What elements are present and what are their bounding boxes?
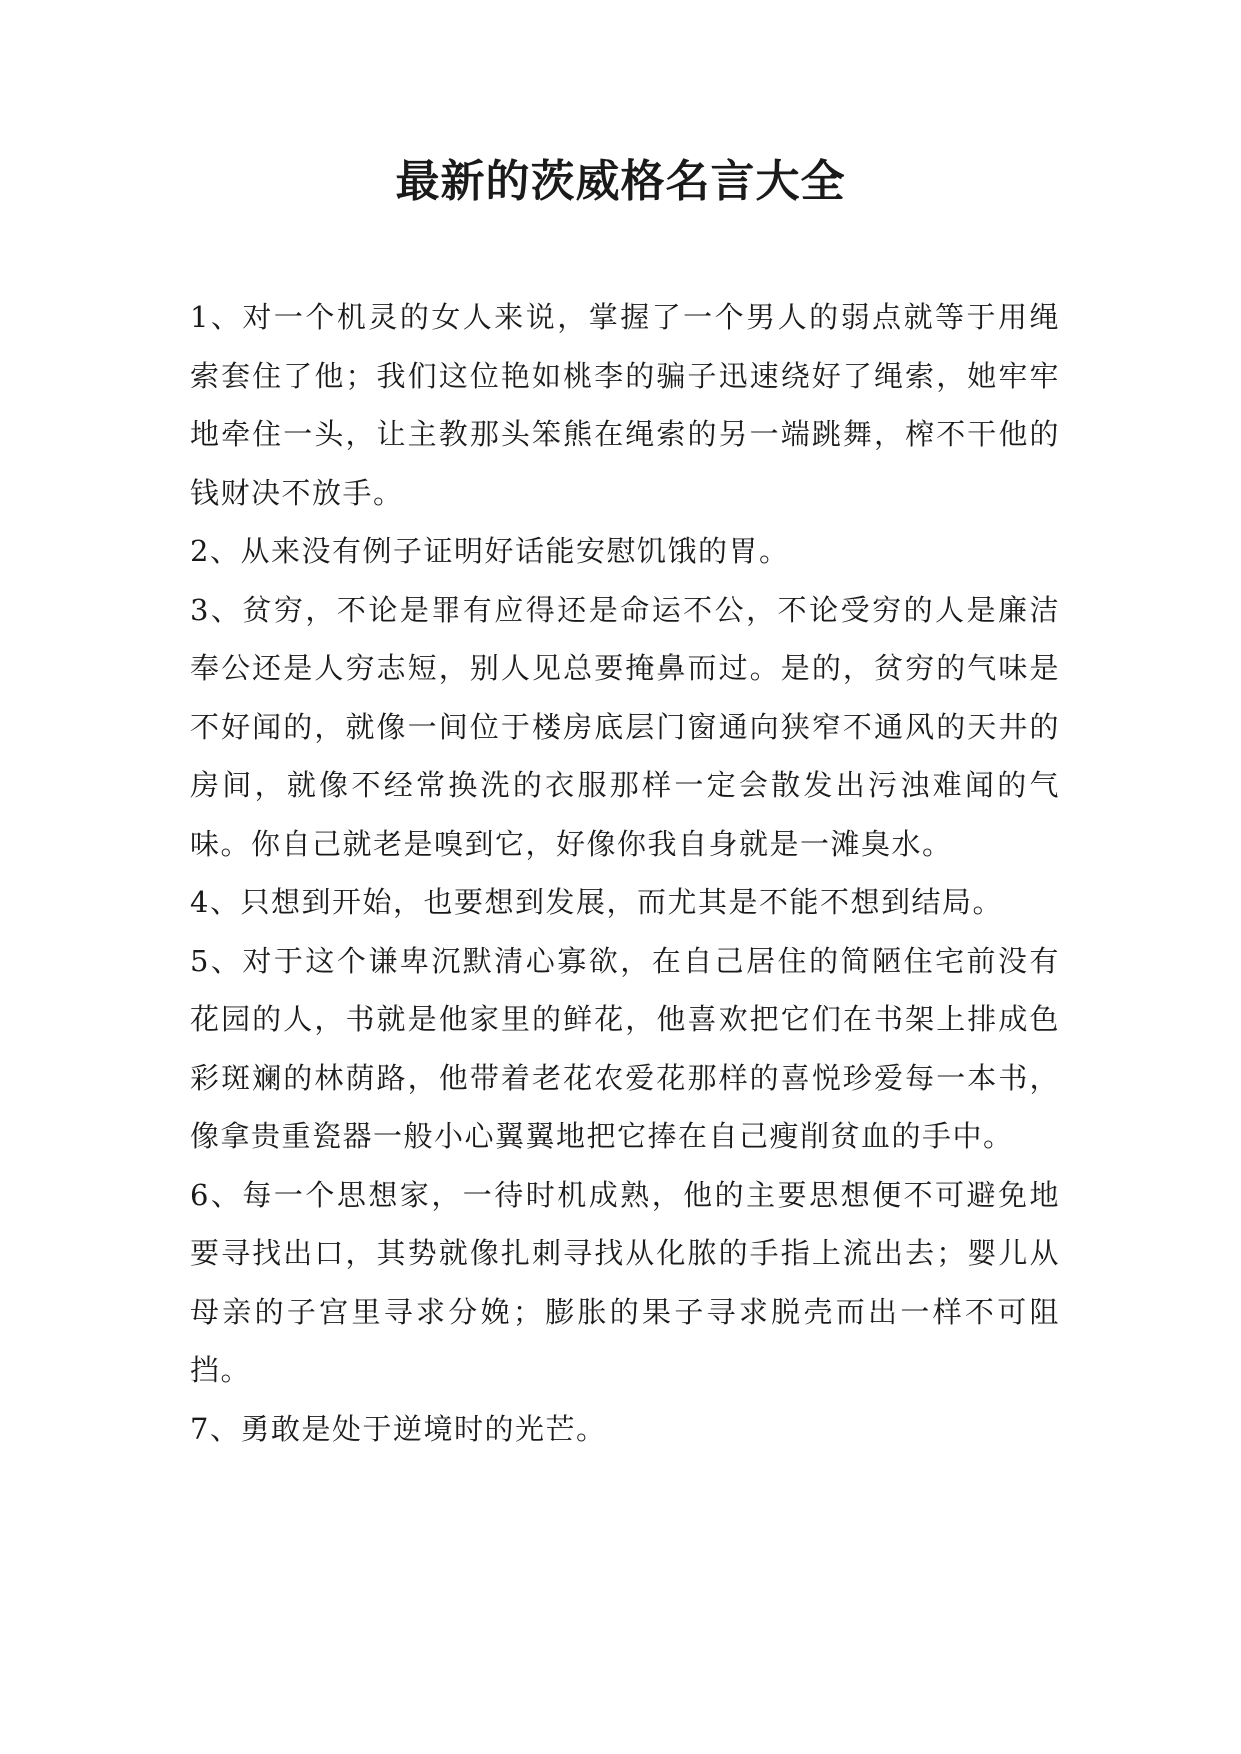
quote-item-5: 5、对于这个谦卑沉默清心寡欲，在自己居住的简陋住宅前没有花园的人，书就是他家里的鲜花，他喜欢把它们在书架上排成色彩斑斓的林荫路，他带着老花农爱花那样的喜悦珍爱每一本书，像拿贵重瓷器一般小心翼翼地把它捧在自己瘦削贫血的手中。 bbox=[190, 943, 1060, 1153]
quote-item-4: 4、只想到开始，也要想到发展，而尤其是不能不想到结局。 bbox=[190, 885, 1003, 919]
quote-item-6: 6、每一个思想家，一待时机成熟，他的主要思想便不可避免地要寻找出口，其势就像扎刺寻找从化脓的手指上流出去；婴儿从母亲的子宫里寻求分娩；膨胀的果子寻求脱壳而出一样不可阻挡。 bbox=[190, 1177, 1060, 1387]
quote-item-1: 1、对一个机灵的女人来说，掌握了一个男人的弱点就等于用绳索套住了他；我们这位艳如桃李的骗子迅速绕好了绳索，她牢牢地牵住一头，让主教那头笨熊在绳索的另一端跳舞，榨不干他的钱财决不放手。 bbox=[190, 300, 1060, 510]
quote-item-7: 7、勇敢是处于逆境时的光芒。 bbox=[190, 1411, 607, 1446]
page-title: 最新的茨威格名言大全 bbox=[395, 156, 846, 207]
quote-list bbox=[190, 288, 1060, 1458]
quote-item-2: 2、从来没有例子证明好话能安慰饥饿的胃。 bbox=[190, 534, 790, 568]
quote-item-3: 3、贫穷，不论是罪有应得还是命运不公，不论受穷的人是廉洁奉公还是人穷志短，别人见总要掩鼻而过。是的，贫穷的气味是不好闻的，就像一间位于楼房底层门窗通向狭窄不通风的天井的房间，就像不经常换洗的衣服那样一定会散发出污浊难闻的气味。你自己就老是嗅到它，好像你我自身就是一滩臭水。 bbox=[190, 592, 1060, 861]
